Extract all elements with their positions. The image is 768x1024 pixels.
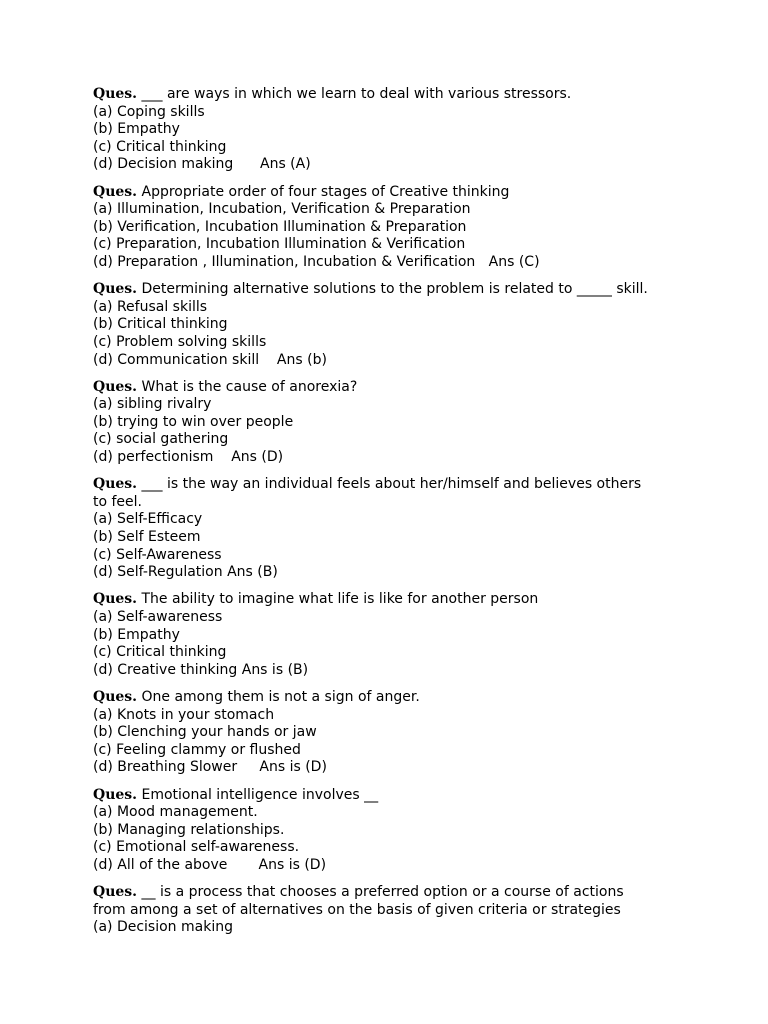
question-label: Ques. <box>93 378 138 395</box>
question-block <box>93 281 728 369</box>
question-label: Ques. <box>93 86 138 102</box>
answer-option: (d) Communication skill Ans (b) <box>93 351 327 368</box>
question-text: Determining alternative solutions to the problem is related to _____ skill. <box>141 281 648 298</box>
question-label: Ques. <box>93 688 138 705</box>
question-block <box>93 476 728 582</box>
answer-option: (c) Preparation, Incubation Illumination & Verification <box>93 236 466 253</box>
question-block <box>93 86 728 174</box>
question-block <box>93 184 728 272</box>
answer-option: (d) All of the above Ans is (D) <box>93 856 327 873</box>
answer-option: (c) Problem solving skills <box>93 333 267 350</box>
question-label: Ques. <box>93 183 138 200</box>
question-text: Emotional intelligence involves __ <box>141 786 379 803</box>
question-stem <box>93 184 728 202</box>
question-stem <box>93 281 728 299</box>
question-stem <box>93 689 728 707</box>
question-stem <box>93 379 728 397</box>
answer-option: (c) Emotional self-awareness. <box>93 839 300 856</box>
answer-option: (d) Preparation , Illumination, Incubation & Verification Ans (C) <box>93 253 540 270</box>
question-block <box>93 689 728 777</box>
question-block <box>93 884 728 937</box>
answer-option: (d) Decision making Ans (A) <box>93 156 311 173</box>
answer-option: (a) Decision making <box>93 919 233 936</box>
question-label: Ques. <box>93 281 138 298</box>
answer-option: (d) Self-Regulation Ans (B) <box>93 564 278 581</box>
question-stem <box>93 86 728 104</box>
question-text: One among them is not a sign of anger. <box>141 688 420 705</box>
answer-option: (d) Creative thinking Ans is (B) <box>93 661 309 678</box>
answer-option: (b) Self Esteem <box>93 529 201 546</box>
question-text: The ability to imagine what life is like for another person <box>141 591 539 608</box>
answer-option: (b) Verification, Incubation Illumination & Preparation <box>93 218 467 235</box>
question-stem <box>93 591 728 609</box>
question-stem <box>93 884 728 919</box>
question-text: ___ is the way an individual feels about her/himself and believes others to feel. <box>93 476 642 510</box>
question-stem <box>93 476 728 511</box>
answer-option: (a) Coping skills <box>93 103 205 120</box>
answer-option: (c) Critical thinking <box>93 138 227 155</box>
answer-option: (c) Critical thinking <box>93 644 227 661</box>
question-stem <box>93 787 728 805</box>
question-label: Ques. <box>93 591 138 608</box>
answer-option: (c) Feeling clammy or flushed <box>93 741 301 758</box>
answer-option: (d) Breathing Slower Ans is (D) <box>93 759 327 776</box>
question-label: Ques. <box>93 476 138 493</box>
question-text: What is the cause of anorexia? <box>141 378 358 395</box>
question-block <box>93 787 728 875</box>
question-label: Ques. <box>93 786 138 803</box>
answer-option: (a) Self-Efficacy <box>93 511 203 528</box>
answer-option: (b) Empathy <box>93 121 180 138</box>
answer-option: (c) social gathering <box>93 431 229 448</box>
question-label: Ques. <box>93 884 138 901</box>
answer-option: (a) Knots in your stomach <box>93 706 275 723</box>
answer-option: (b) Managing relationships. <box>93 821 285 838</box>
answer-option: (a) Self-awareness <box>93 609 223 625</box>
answer-option: (d) perfectionism Ans (D) <box>93 449 284 466</box>
answer-option: (c) Self-Awareness <box>93 546 222 563</box>
answer-option: (a) Refusal skills <box>93 298 208 315</box>
question-text: ___ are ways in which we learn to deal with various stressors. <box>141 86 572 102</box>
answer-option: (b) trying to win over people <box>93 413 294 430</box>
answer-option: (b) Empathy <box>93 626 180 643</box>
answer-option: (a) Illumination, Incubation, Verification & Preparation <box>93 201 471 218</box>
question-block <box>93 591 728 679</box>
answer-option: (b) Critical thinking <box>93 316 228 333</box>
answer-option: (a) sibling rivalry <box>93 396 212 413</box>
question-block <box>93 379 728 467</box>
question-text: __ is a process that chooses a preferred option or a course of actions from among a set of alternatives on the basis of given criteria or strategies <box>93 884 624 918</box>
answer-option: (b) Clenching your hands or jaw <box>93 724 317 741</box>
answer-option: (a) Mood management. <box>93 804 258 821</box>
question-text: Appropriate order of four stages of Creative thinking <box>141 183 510 200</box>
